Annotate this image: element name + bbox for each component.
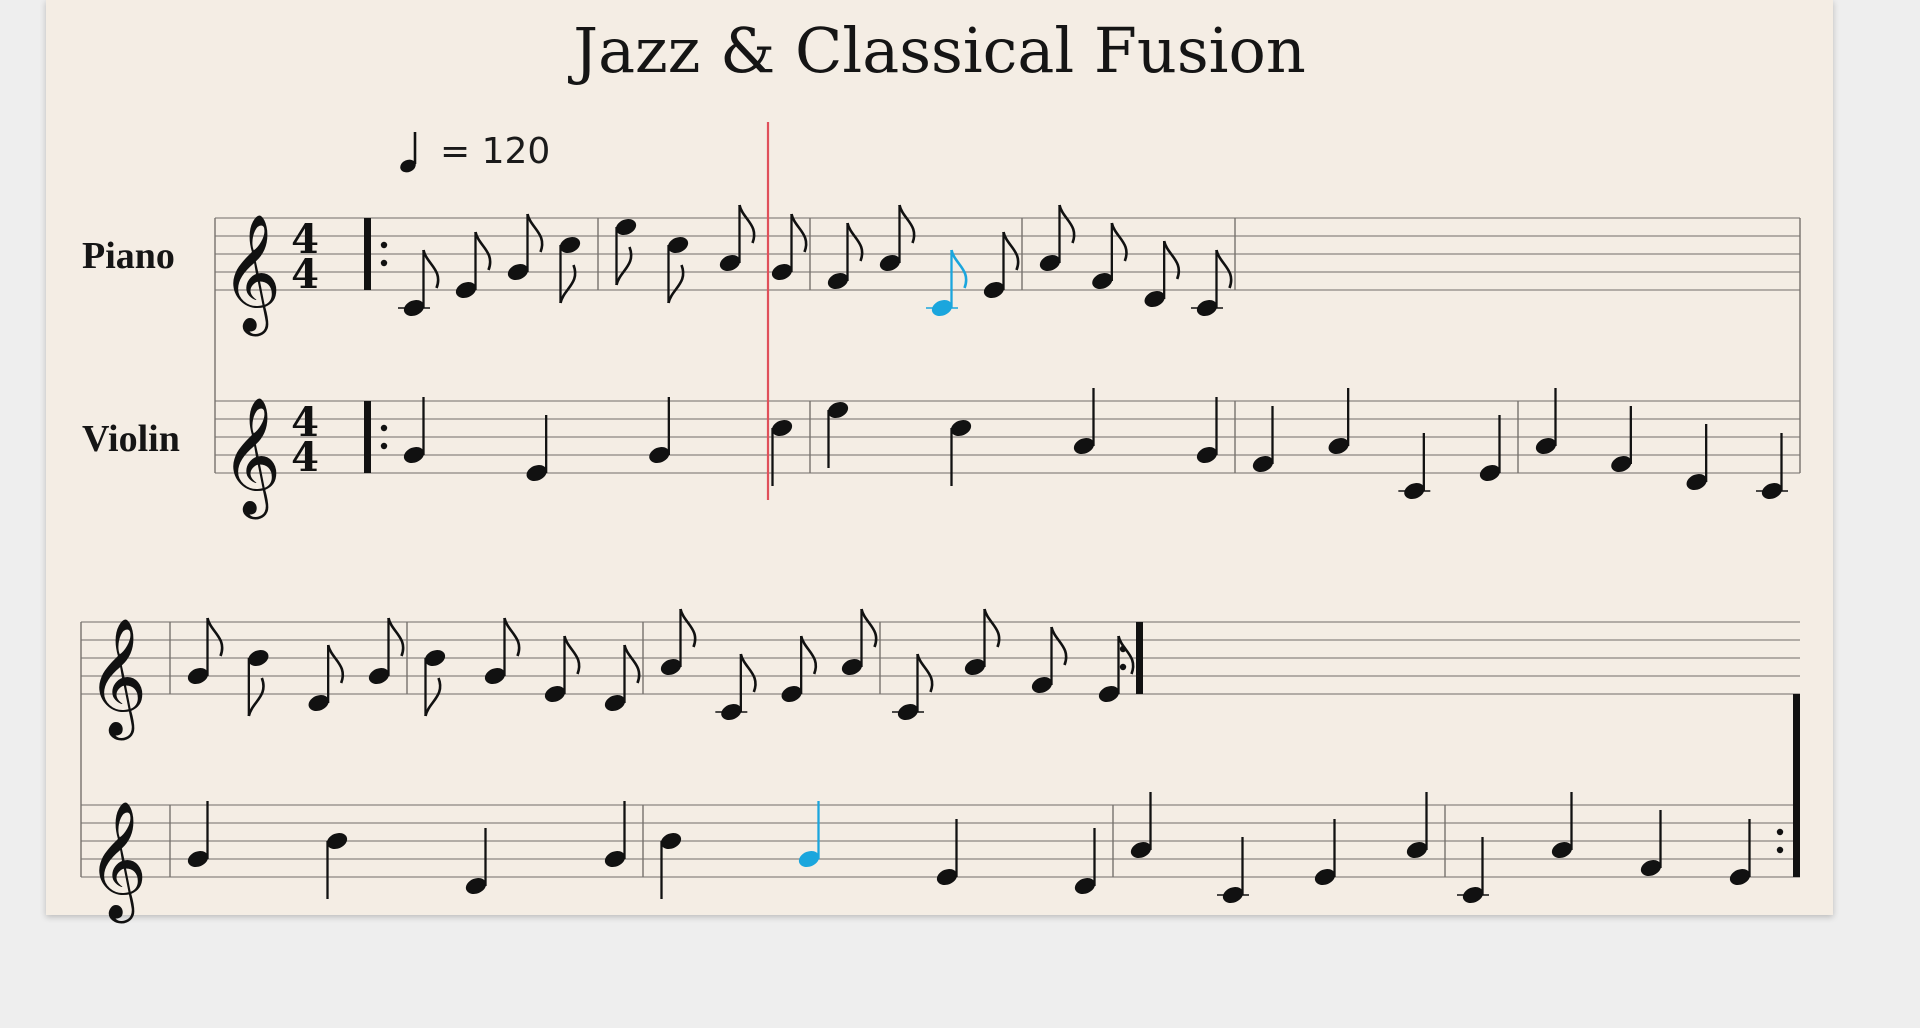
note-flag — [249, 678, 264, 716]
eighth-note[interactable] — [658, 609, 695, 678]
highlighted-note[interactable] — [926, 250, 966, 319]
quarter-note[interactable] — [825, 399, 850, 468]
quarter-note[interactable] — [1194, 397, 1219, 466]
note-flag — [1217, 250, 1232, 288]
note-flag — [801, 636, 816, 674]
quarter-note[interactable] — [1477, 415, 1502, 484]
time-signature-top: 4 — [291, 399, 319, 446]
repeat-start-thick-bar — [364, 401, 371, 473]
quarter-note[interactable] — [1638, 810, 1663, 879]
repeat-dot — [1777, 829, 1783, 835]
repeat-dot — [1120, 664, 1126, 670]
note-flag — [617, 247, 632, 285]
eighth-note[interactable] — [1090, 223, 1127, 292]
quarter-note[interactable] — [602, 801, 627, 870]
quarter-note[interactable] — [1072, 828, 1097, 897]
note-flag — [476, 232, 491, 270]
repeat-end-thick-bar — [1793, 805, 1800, 877]
quarter-note[interactable] — [658, 830, 683, 899]
note-flag — [918, 654, 933, 692]
repeat-dot — [381, 425, 387, 431]
highlighted-note[interactable] — [796, 801, 821, 870]
repeat-start-thick-bar — [364, 218, 371, 290]
violin-staff-1 — [215, 401, 1800, 473]
treble-clef-icon: 𝄞 — [87, 617, 148, 736]
repeat-dot — [381, 242, 387, 248]
piano-staff-2 — [81, 622, 1800, 694]
eighth-note[interactable] — [825, 223, 862, 292]
quarter-note[interactable] — [1071, 388, 1096, 457]
note-flag — [740, 205, 755, 243]
eighth-note[interactable] — [246, 647, 271, 716]
treble-clef-icon: 𝄞 — [221, 213, 282, 332]
quarter-note[interactable] — [948, 417, 973, 486]
piano-staff-1 — [215, 218, 1800, 290]
instrument-label-violin[interactable]: Violin — [82, 418, 180, 460]
quarter-note[interactable] — [1404, 792, 1429, 861]
note-flag — [505, 618, 520, 656]
note-flag — [426, 678, 441, 716]
eighth-note[interactable] — [1037, 205, 1074, 274]
quarter-note[interactable] — [1756, 433, 1788, 502]
note-flag — [1052, 627, 1067, 665]
eighth-note[interactable] — [1029, 627, 1066, 696]
quarter-note[interactable] — [1128, 792, 1153, 861]
eighth-note[interactable] — [1142, 241, 1179, 310]
score-title[interactable]: Jazz & Classical Fusion — [573, 14, 1306, 87]
note-flag — [681, 609, 696, 647]
eighth-note[interactable] — [602, 645, 639, 714]
note-flag — [424, 250, 439, 288]
note-flag — [208, 618, 223, 656]
note-flag — [985, 609, 1000, 647]
repeat-dot — [381, 260, 387, 266]
quarter-note[interactable] — [647, 397, 672, 466]
quarter-note[interactable] — [185, 801, 210, 870]
note-flag — [528, 214, 543, 252]
quarter-note[interactable] — [1609, 406, 1634, 475]
note-flag — [328, 645, 343, 683]
quarter-note[interactable] — [1326, 388, 1351, 457]
eighth-note[interactable] — [398, 250, 438, 319]
quarter-note[interactable] — [1457, 837, 1489, 906]
time-signature-bottom: 4 — [291, 251, 319, 298]
note-flag — [741, 654, 756, 692]
quarter-note[interactable] — [1250, 406, 1275, 475]
eighth-note[interactable] — [715, 654, 755, 723]
note-flag — [565, 636, 580, 674]
note-flag — [1060, 205, 1075, 243]
quarter-note[interactable] — [1533, 388, 1558, 457]
note-flag — [952, 250, 967, 288]
quarter-note[interactable] — [1217, 837, 1249, 906]
quarter-note[interactable] — [1549, 792, 1574, 861]
eighth-note[interactable] — [717, 205, 754, 274]
note-flag — [792, 214, 807, 252]
note-flag — [389, 618, 404, 656]
eighth-note[interactable] — [557, 234, 582, 303]
quarter-note[interactable] — [463, 828, 488, 897]
eighth-note[interactable] — [613, 216, 638, 285]
quarter-note[interactable] — [524, 415, 549, 484]
note-flag — [1112, 223, 1127, 261]
final-bar-connector — [1793, 694, 1800, 805]
tempo-text: = 120 — [440, 130, 551, 172]
eighth-note[interactable] — [877, 205, 914, 274]
time-signature-top: 4 — [291, 216, 319, 263]
eighth-note[interactable] — [962, 609, 999, 678]
quarter-note[interactable] — [1312, 819, 1337, 888]
eighth-note[interactable] — [892, 654, 932, 723]
time-signature-bottom: 4 — [291, 434, 319, 481]
note-flag — [862, 609, 877, 647]
eighth-note[interactable] — [839, 609, 876, 678]
quarter-note[interactable] — [1727, 819, 1752, 888]
instrument-label-piano[interactable]: Piano — [82, 235, 175, 277]
quarter-note[interactable] — [934, 819, 959, 888]
note-flag — [561, 265, 576, 303]
repeat-dot — [1777, 847, 1783, 853]
quarter-note[interactable] — [1398, 433, 1430, 502]
eighth-note[interactable] — [665, 234, 690, 303]
quarter-note[interactable] — [401, 397, 426, 466]
treble-clef-icon: 𝄞 — [87, 800, 148, 919]
note-flag — [669, 265, 684, 303]
note-flag — [848, 223, 863, 261]
note-flag — [900, 205, 915, 243]
eighth-note[interactable] — [1191, 250, 1231, 319]
repeat-end-thick-bar — [1136, 622, 1143, 694]
repeat-dot — [381, 443, 387, 449]
quarter-note[interactable] — [1684, 424, 1709, 493]
quarter-note[interactable] — [324, 830, 349, 899]
eighth-note[interactable] — [306, 645, 343, 714]
treble-clef-icon: 𝄞 — [221, 396, 282, 515]
note-flag — [1164, 241, 1179, 279]
eighth-note[interactable] — [422, 647, 447, 716]
quarter-note[interactable] — [769, 417, 794, 486]
note-flag — [625, 645, 640, 683]
note-flag — [1004, 232, 1019, 270]
